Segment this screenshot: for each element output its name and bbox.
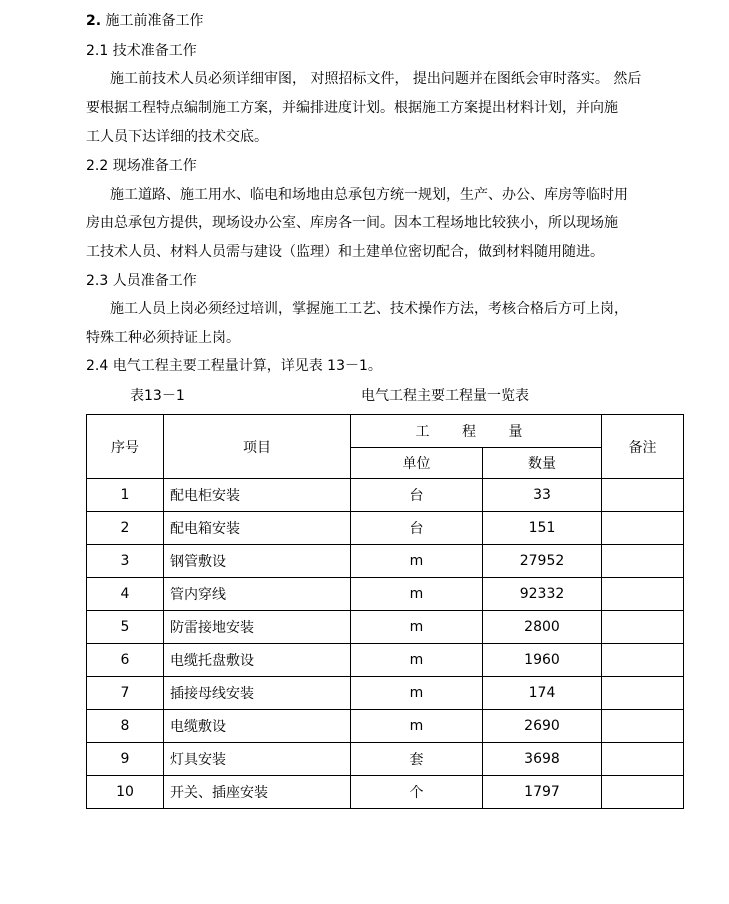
header-amount: 数量 — [483, 448, 602, 479]
table-title: 电气工程主要工程量一览表 — [361, 388, 529, 404]
paragraph-line: 工人员下达详细的技术交底。 — [86, 129, 268, 145]
cell-amount: 2690 — [483, 710, 602, 743]
cell-remark — [602, 578, 684, 611]
cell-unit: 台 — [351, 512, 483, 545]
subsection-heading-2-1: 2.1 技术准备工作 — [86, 43, 197, 59]
paragraph-line: 特殊工种必须持证上岗。 — [86, 330, 240, 346]
subsection-heading-2-4: 2.4 电气工程主要工程量计算，详见表 13－1。 — [86, 358, 382, 374]
cell-seq: 2 — [87, 512, 164, 545]
quantity-table — [86, 414, 684, 809]
cell-remark — [602, 743, 684, 776]
section-heading — [86, 12, 204, 30]
cell-unit: m — [351, 545, 483, 578]
cell-remark — [602, 611, 684, 644]
table-row — [87, 677, 684, 710]
cell-amount: 92332 — [483, 578, 602, 611]
table-row — [87, 644, 684, 677]
table-label: 表13－1 — [130, 388, 185, 404]
cell-remark — [602, 644, 684, 677]
cell-item: 防雷接地安装 — [164, 611, 351, 644]
cell-amount: 3698 — [483, 743, 602, 776]
cell-amount: 1797 — [483, 776, 602, 809]
cell-remark — [602, 479, 684, 512]
cell-remark — [602, 776, 684, 809]
table-row — [87, 743, 684, 776]
cell-amount: 27952 — [483, 545, 602, 578]
table-row — [87, 545, 684, 578]
paragraph-line: 要根据工程特点编制施工方案，并编排进度计划。根据施工方案提出材料计划，并向施 — [86, 100, 618, 116]
cell-seq: 3 — [87, 545, 164, 578]
section-number: 2. — [86, 13, 102, 29]
table-row — [87, 710, 684, 743]
cell-unit: 套 — [351, 743, 483, 776]
cell-item: 管内穿线 — [164, 578, 351, 611]
header-quantity-group-label: 工 程 量 — [415, 424, 537, 440]
cell-item: 配电柜安装 — [164, 479, 351, 512]
table-body — [87, 479, 684, 809]
cell-unit: m — [351, 644, 483, 677]
cell-unit: 台 — [351, 479, 483, 512]
cell-unit: m — [351, 677, 483, 710]
subsection-heading-2-2: 2.2 现场准备工作 — [86, 158, 197, 174]
cell-unit: m — [351, 578, 483, 611]
paragraph-line: 施工道路、施工用水、临电和场地由总承包方统一规划，生产、办公、库房等临时用 — [110, 187, 628, 203]
cell-remark — [602, 512, 684, 545]
cell-unit: m — [351, 611, 483, 644]
paragraph-line: 施工人员上岗必须经过培训，掌握施工工艺、技术操作方法，考核合格后方可上岗， — [110, 301, 628, 317]
cell-seq: 10 — [87, 776, 164, 809]
cell-amount: 151 — [483, 512, 602, 545]
table-row — [87, 776, 684, 809]
cell-amount: 2800 — [483, 611, 602, 644]
cell-item: 钢管敷设 — [164, 545, 351, 578]
cell-seq: 5 — [87, 611, 164, 644]
cell-amount: 33 — [483, 479, 602, 512]
table-row — [87, 512, 684, 545]
cell-seq: 8 — [87, 710, 164, 743]
header-item: 项目 — [164, 415, 351, 479]
cell-remark — [602, 545, 684, 578]
subsection-heading-2-3: 2.3 人员准备工作 — [86, 273, 197, 289]
cell-unit: 个 — [351, 776, 483, 809]
header-remark: 备注 — [602, 415, 684, 479]
paragraph-line: 施工前技术人员必须详细审图， 对照招标文件， 提出问题并在图纸会审时落实。 然后 — [110, 71, 642, 87]
cell-remark — [602, 710, 684, 743]
cell-remark — [602, 677, 684, 710]
cell-item: 电缆敷设 — [164, 710, 351, 743]
cell-seq: 6 — [87, 644, 164, 677]
paragraph-line: 房由总承包方提供，现场设办公室、库房各一间。因本工程场地比较狭小，所以现场施 — [86, 215, 618, 231]
cell-seq: 7 — [87, 677, 164, 710]
cell-seq: 9 — [87, 743, 164, 776]
cell-item: 开关、插座安装 — [164, 776, 351, 809]
cell-item: 灯具安装 — [164, 743, 351, 776]
table-header-row — [87, 415, 684, 448]
cell-unit: m — [351, 710, 483, 743]
cell-seq: 4 — [87, 578, 164, 611]
table-row — [87, 611, 684, 644]
cell-item: 配电箱安装 — [164, 512, 351, 545]
header-seq: 序号 — [87, 415, 164, 479]
table-row — [87, 578, 684, 611]
section-title: 施工前准备工作 — [105, 13, 204, 29]
paragraph-line: 工技术人员、材料人员需与建设（监理）和土建单位密切配合，做到材料随用随进。 — [86, 244, 604, 260]
header-quantity-group — [351, 415, 602, 448]
cell-item: 电缆托盘敷设 — [164, 644, 351, 677]
cell-amount: 174 — [483, 677, 602, 710]
cell-item: 插接母线安装 — [164, 677, 351, 710]
cell-amount: 1960 — [483, 644, 602, 677]
cell-seq: 1 — [87, 479, 164, 512]
header-unit: 单位 — [351, 448, 483, 479]
table-row — [87, 479, 684, 512]
